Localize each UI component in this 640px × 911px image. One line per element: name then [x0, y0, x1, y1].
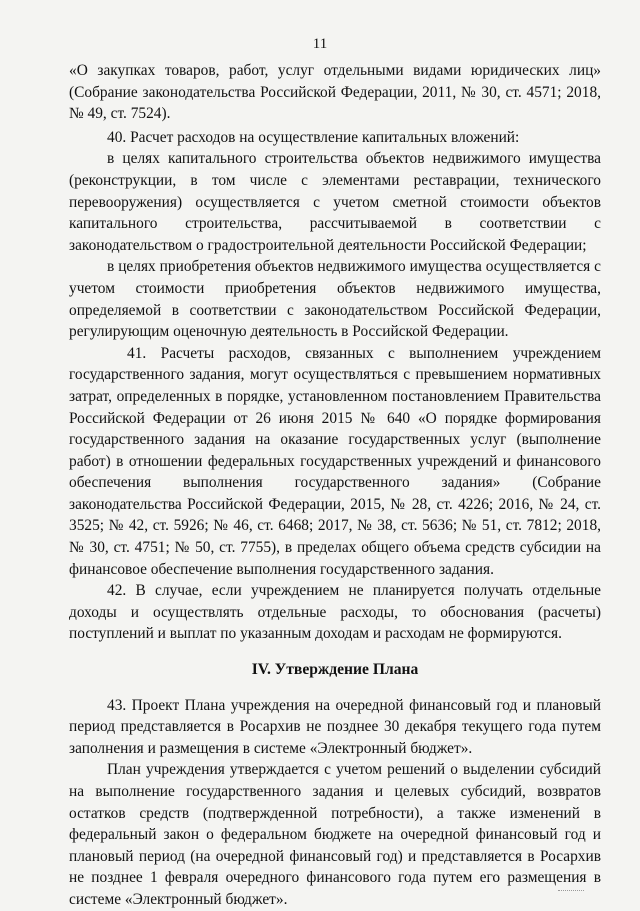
scan-artifact: [558, 890, 584, 901]
paragraph-item-41: 41. Расчеты расходов, связанных с выполнением учреждением государственного задания, могут осуществляться с превышением нормативных затрат, определенных в порядке, установленном постановлением Правительства Российской Федерации от 26 июня 2015 № 640 «О порядке формирования государственного задания на оказание государственных услуг (выполнение работ) в отношении федеральных государственных учреждений и финансового обеспечения выполнения государственного задания» (Собрание законодательства Российской Федерации, 2015, № 28, ст. 4226; 2016, № 24, ст. 3525; № 42, ст. 5926; № 46, ст. 6468; 2017, № 38, ст. 5636; № 51, ст. 7812; 2018, № 30, ст. 4751; № 50, ст. 7755), в пределах общего объема средств субсидии на финансовое обеспечение выполнения государственного задания.: [69, 344, 601, 578]
document-body: [69, 60, 601, 911]
paragraph-capital-construction: в целях капитального строительства объектов недвижимого имущества (реконструкции, в том числе с элементами реставрации, технического перевооружения) осуществляется с учетом сметной стоимости объектов капитального строительства, рассчитываемой в соответствии с законодательством о градостроительной деятельности Российской Федерации;: [69, 150, 601, 254]
page-number: 11: [312, 36, 328, 52]
paragraph-item-43: 43. Проект Плана учреждения на очередной финансовый год и плановый период представляется в Росархив не позднее 30 декабря текущего года путем заполнения и размещения в системе «Электронный бюджет».: [69, 696, 601, 757]
paragraph-continuation: «О закупках товаров, работ, услуг отдельными видами юридических лиц» (Собрание законодательства Российской Федерации, 2011, № 30, ст. 4571; 2018, № 49, ст. 7524).: [69, 62, 601, 123]
paragraph-property-acquisition: в целях приобретения объектов недвижимого имущества осуществляется с учетом стоимости приобретения объектов недвижимого имущества, определяемой в соответствии с законодательством Российской Федерации, регулирующим оценочную деятельность в Российской Федерации.: [69, 258, 601, 341]
paragraph-item-40: 40. Расчет расходов на осуществление капитальных вложений:: [107, 128, 520, 146]
paragraph-plan-approval: План учреждения утверждается с учетом решений о выделении субсидий на выполнение государственного задания и целевых субсидий, возвратов остатков средств (подтвержденной потребности), а также изменений в федеральный закон о федеральном бюджете на очередной финансовый год и плановый период (на очередной финансовый год) и представляется в Росархив не позднее 1 февраля очередного финансового года путем его размещения в системе «Электронный бюджет».: [69, 761, 601, 908]
section-heading: IV. Утверждение Плана: [251, 661, 419, 679]
paragraph-item-42: 42. В случае, если учреждением не планируется получать отдельные доходы и осуществлять отдельные расходы, то обоснования (расчеты) поступлений и выплат по указанным доходам и расходам не формируются.: [69, 582, 601, 643]
